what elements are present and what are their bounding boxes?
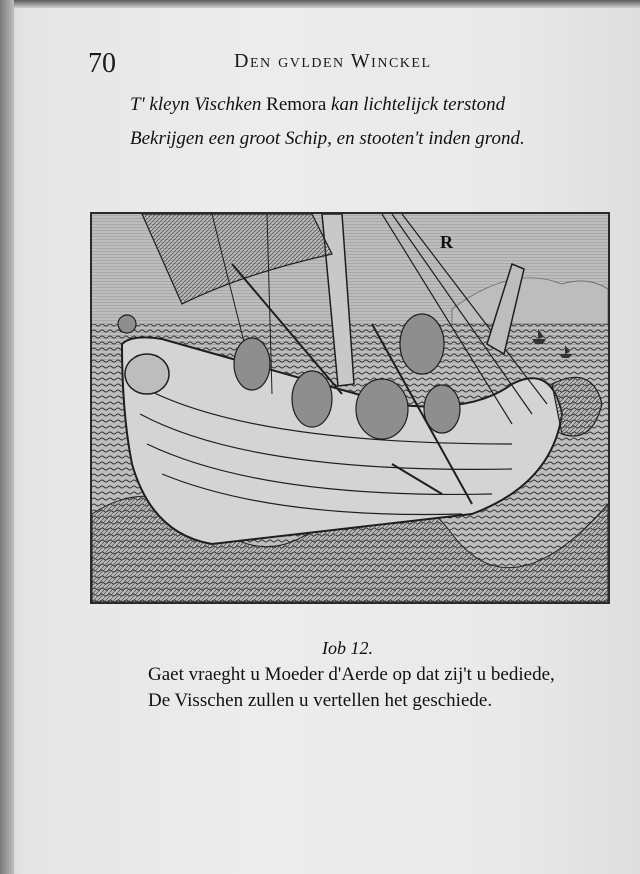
elephant-figurehead [125, 354, 169, 394]
page-number: 70 [88, 48, 116, 79]
verse-line-2: De Visschen zullen u vertellen het geschiede. [148, 690, 493, 711]
running-head: Den gvlden Winckel [234, 50, 432, 72]
ship-engraving-art [92, 214, 608, 602]
engraving-letter: R [440, 232, 453, 252]
motto-line-1 [130, 94, 550, 116]
motto-line-1-part-c: kan lichtelijck terstond [326, 94, 506, 115]
motto-line-1-remora: Remora [266, 94, 327, 115]
page-top-edge [0, 0, 640, 8]
motto-line-2: Bekrijgen een groot Schip, en stooten't inden grond. [130, 128, 525, 149]
ship-engraving [90, 212, 610, 604]
motto-line-1-part-a: T' kleyn Vischken [130, 94, 267, 115]
verse-reference: Iob 12. [322, 638, 373, 658]
verse-line-1: Gaet vraeght u Moeder d'Aerde op dat zij't u bediede, [148, 664, 555, 685]
page-left-edge [0, 0, 14, 874]
